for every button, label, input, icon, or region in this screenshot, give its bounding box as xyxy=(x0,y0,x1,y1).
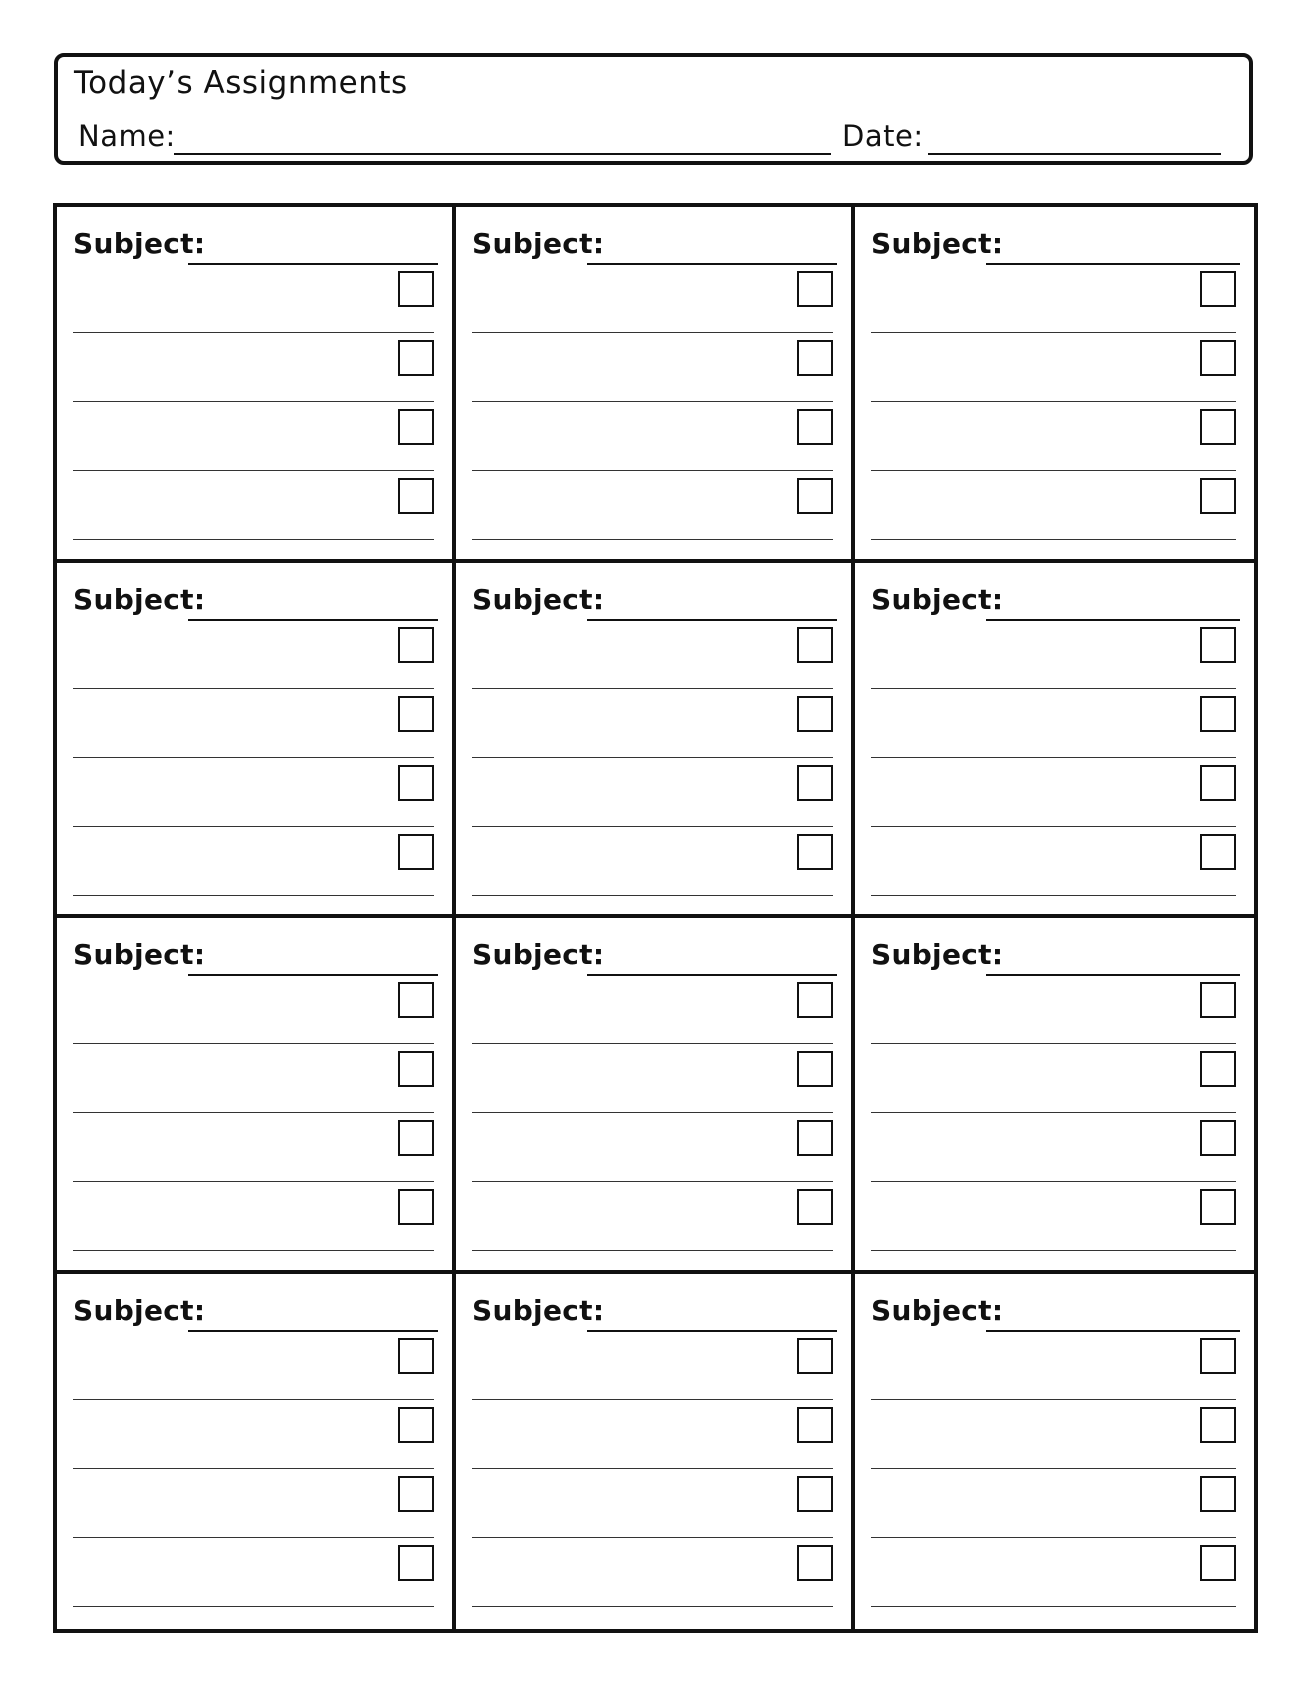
task-checkbox[interactable] xyxy=(1200,627,1236,663)
task-checkbox[interactable] xyxy=(398,765,434,801)
task-row xyxy=(871,753,1236,827)
subject-cell xyxy=(855,207,1254,563)
task-checkbox[interactable] xyxy=(398,982,434,1018)
task-row xyxy=(73,1464,434,1538)
task-checkbox[interactable] xyxy=(797,478,833,514)
task-checkbox[interactable] xyxy=(1200,409,1236,445)
task-checkbox[interactable] xyxy=(797,1051,833,1087)
task-checkbox[interactable] xyxy=(1200,340,1236,376)
subject-cell xyxy=(855,1274,1254,1630)
task-row xyxy=(472,466,833,540)
task-row xyxy=(871,259,1236,333)
task-checkbox[interactable] xyxy=(797,1545,833,1581)
task-checkbox[interactable] xyxy=(797,696,833,732)
task-checkbox[interactable] xyxy=(1200,834,1236,870)
task-row xyxy=(472,1395,833,1469)
task-row xyxy=(871,615,1236,689)
subject-label: Subject: xyxy=(73,1293,206,1327)
task-row xyxy=(871,1326,1236,1400)
task-checkbox[interactable] xyxy=(398,1407,434,1443)
task-row xyxy=(73,1177,434,1251)
task-row xyxy=(73,328,434,402)
task-checkbox[interactable] xyxy=(398,478,434,514)
subject-label: Subject: xyxy=(871,938,1004,971)
task-checkbox[interactable] xyxy=(398,1545,434,1581)
name-date-row xyxy=(78,119,1229,155)
task-checkbox[interactable] xyxy=(398,627,434,663)
task-line[interactable] xyxy=(871,895,1236,896)
task-row xyxy=(871,684,1236,758)
task-row xyxy=(871,1533,1236,1607)
name-label: Name: xyxy=(78,119,176,153)
task-checkbox[interactable] xyxy=(797,1476,833,1512)
task-checkbox[interactable] xyxy=(797,409,833,445)
task-checkbox[interactable] xyxy=(1200,696,1236,732)
subject-cell xyxy=(855,563,1254,919)
task-checkbox[interactable] xyxy=(797,1189,833,1225)
task-row xyxy=(73,259,434,333)
task-row xyxy=(472,684,833,758)
task-line[interactable] xyxy=(73,895,434,896)
task-checkbox[interactable] xyxy=(797,271,833,307)
task-row xyxy=(871,970,1236,1044)
task-checkbox[interactable] xyxy=(1200,982,1236,1018)
task-row xyxy=(871,822,1236,896)
task-checkbox[interactable] xyxy=(797,627,833,663)
task-line[interactable] xyxy=(73,1250,434,1251)
task-row xyxy=(73,1533,434,1607)
task-checkbox[interactable] xyxy=(398,340,434,376)
task-checkbox[interactable] xyxy=(1200,478,1236,514)
subject-cell xyxy=(456,207,855,563)
subject-label: Subject: xyxy=(871,582,1004,616)
task-row xyxy=(871,328,1236,402)
task-line[interactable] xyxy=(871,539,1236,540)
task-checkbox[interactable] xyxy=(1200,1407,1236,1443)
task-checkbox[interactable] xyxy=(1200,271,1236,307)
task-checkbox[interactable] xyxy=(398,271,434,307)
task-row xyxy=(871,1039,1236,1113)
task-checkbox[interactable] xyxy=(1200,1120,1236,1156)
task-checkbox[interactable] xyxy=(1200,1189,1236,1225)
task-row xyxy=(472,753,833,827)
task-row xyxy=(472,259,833,333)
subject-label: Subject: xyxy=(472,1293,605,1327)
task-checkbox[interactable] xyxy=(797,1120,833,1156)
subject-label: Subject: xyxy=(73,938,206,971)
task-checkbox[interactable] xyxy=(797,765,833,801)
task-line[interactable] xyxy=(73,539,434,540)
task-row xyxy=(871,1464,1236,1538)
task-row xyxy=(472,397,833,471)
subject-label: Subject: xyxy=(73,582,206,616)
subject-cell xyxy=(456,1274,855,1630)
task-line[interactable] xyxy=(73,1606,434,1607)
task-checkbox[interactable] xyxy=(398,1476,434,1512)
task-line[interactable] xyxy=(472,1250,833,1251)
date-label: Date: xyxy=(842,119,924,153)
task-row xyxy=(472,1177,833,1251)
subject-label: Subject: xyxy=(472,227,605,260)
task-row xyxy=(472,1108,833,1182)
task-checkbox[interactable] xyxy=(1200,765,1236,801)
task-row xyxy=(73,822,434,896)
subject-cell xyxy=(855,918,1254,1274)
subject-label: Subject: xyxy=(73,227,206,260)
task-row xyxy=(73,397,434,471)
subject-cell xyxy=(456,918,855,1274)
task-row xyxy=(73,1326,434,1400)
task-checkbox[interactable] xyxy=(398,409,434,445)
task-row xyxy=(73,1395,434,1469)
task-row xyxy=(472,970,833,1044)
task-row xyxy=(73,466,434,540)
header-box xyxy=(54,53,1253,165)
task-row xyxy=(73,684,434,758)
task-row xyxy=(871,397,1236,471)
subject-cell xyxy=(57,207,456,563)
task-row xyxy=(472,615,833,689)
task-checkbox[interactable] xyxy=(398,1338,434,1374)
task-checkbox[interactable] xyxy=(797,834,833,870)
task-checkbox[interactable] xyxy=(1200,1338,1236,1374)
task-checkbox[interactable] xyxy=(797,340,833,376)
task-row xyxy=(871,1395,1236,1469)
subject-cell xyxy=(57,918,456,1274)
task-checkbox[interactable] xyxy=(797,1338,833,1374)
subject-label: Subject: xyxy=(871,1293,1004,1327)
task-row xyxy=(73,615,434,689)
task-line[interactable] xyxy=(472,539,833,540)
task-row xyxy=(472,1039,833,1113)
date-field[interactable] xyxy=(928,153,1221,155)
task-row xyxy=(73,753,434,827)
task-row xyxy=(73,970,434,1044)
page-title: Today’s Assignments xyxy=(74,65,408,101)
task-checkbox[interactable] xyxy=(1200,1476,1236,1512)
task-row xyxy=(472,328,833,402)
task-row xyxy=(871,1108,1236,1182)
task-checkbox[interactable] xyxy=(1200,1545,1236,1581)
assignment-grid xyxy=(53,203,1258,1633)
task-row xyxy=(472,1326,833,1400)
task-checkbox[interactable] xyxy=(398,834,434,870)
subject-cell xyxy=(57,563,456,919)
task-line[interactable] xyxy=(871,1606,1236,1607)
task-checkbox[interactable] xyxy=(398,696,434,732)
subject-cell xyxy=(456,563,855,919)
task-line[interactable] xyxy=(472,1606,833,1607)
task-row xyxy=(472,1533,833,1607)
task-checkbox[interactable] xyxy=(398,1189,434,1225)
task-checkbox[interactable] xyxy=(398,1051,434,1087)
task-row xyxy=(871,466,1236,540)
task-checkbox[interactable] xyxy=(797,1407,833,1443)
subject-label: Subject: xyxy=(472,582,605,616)
task-checkbox[interactable] xyxy=(398,1120,434,1156)
task-checkbox[interactable] xyxy=(1200,1051,1236,1087)
name-field[interactable] xyxy=(174,153,831,155)
subject-label: Subject: xyxy=(472,938,605,971)
task-line[interactable] xyxy=(472,895,833,896)
task-row xyxy=(871,1177,1236,1251)
task-line[interactable] xyxy=(871,1250,1236,1251)
task-row xyxy=(472,1464,833,1538)
task-row xyxy=(472,822,833,896)
subject-cell xyxy=(57,1274,456,1630)
task-row xyxy=(73,1108,434,1182)
task-checkbox[interactable] xyxy=(797,982,833,1018)
subject-label: Subject: xyxy=(871,227,1004,260)
task-row xyxy=(73,1039,434,1113)
